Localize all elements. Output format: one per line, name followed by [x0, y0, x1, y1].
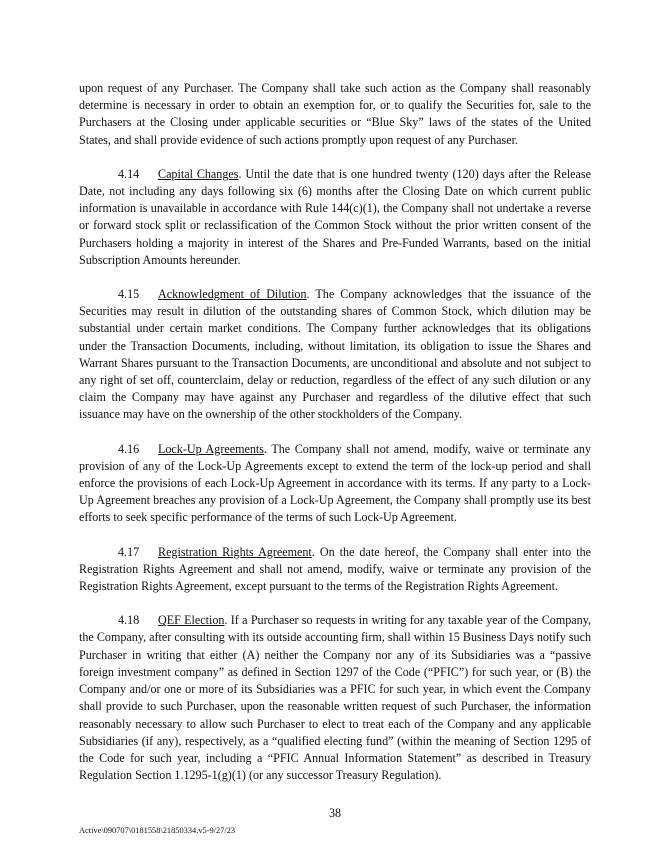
document-footer-id: Active\090707\0181558\21850334.v5-9/27/23	[79, 826, 236, 835]
continuation-paragraph: upon request of any Purchaser. The Company shall take such action as the Company shall reasonably determine is necessary in order to obtain an exemption for, or to qualify the Securities for, sale to the Purchasers at the Closing under applicable securities or “Blue Sky” laws of the states of the United States, and shall provide evidence of such actions promptly upon request of any Purchaser.	[79, 81, 591, 147]
document-body	[79, 80, 591, 801]
section-number: 4.14	[118, 166, 140, 181]
section-number: 4.15	[118, 287, 140, 302]
section-body: . On the date hereof, the Company shall enter into the Registration Rights Agreement and shall not amend, modify, waive or terminate any provision of the Registration Rights Agreement, except pursuant to the terms of the Registration Rights Agreement.	[79, 544, 591, 594]
section-body: . The Company acknowledges that the issuance of the Securities may result in dilution of the outstanding shares of Common Stock, which dilution may be substantial under certain market conditions. The Company further acknowledges that its obligations under the Transaction Documents, including, without limitation, its obligation to issue the Shares and Warrant Shares pursuant to the Transaction Documents, are unconditional and absolute and not subject to any right of set off, counterclaim, delay or reduction, regardless of the effect of any such dilution or any claim the Company may have against any Purchaser and regardless of the dilutive effect that such issuance may have on the ownership of the other stockholders of the Company.	[79, 287, 592, 422]
section-body: . If a Purchaser so requests in writing for any taxable year of the Company, the Company, after consulting with its outside accounting firm, shall within 15 Business Days notify such Purchaser in writing that either (A) neither the Company nor any of its Subsidiaries was a “passive foreign investment company” as defined in Section 1297 of the Code (“PFIC”) for such year, or (B) the Company and/or one or more of its Subsidiaries was a PFIC for such year, in which event the Company shall provide to such Purchaser, upon the reasonable written request of such Purchaser, the information reasonably necessary to allow such Purchaser to elect to treat each of the Company and any applicable Subsidiaries (if any), respectively, as a “qualified electing fund” (within the meaning of Section 1295 of the Code for such year, including a “PFIC Annual Information Statement” as described in Treasury Regulation Section 1.1295-1(g)(1) (or any successor Treasury Regulation).	[79, 613, 591, 783]
section-body: . Until the date that is one hundred twenty (120) days after the Release Date, not including any days following six (6) months after the Closing Date on which current public information is unavailable in accordance with Rule 144(c)(1), the Company shall not undertake a reverse or forward stock split or reclassification of the Common Stock without the prior written consent of the Purchasers holding a majority in interest of the Shares and Pre-Funded Warrants, based on the initial Subscription Amounts hereunder.	[79, 166, 591, 267]
section-number: 4.16	[118, 441, 140, 456]
section-number: 4.17	[118, 544, 140, 559]
section-number: 4.18	[118, 613, 140, 628]
section-4-17	[79, 544, 591, 596]
section-heading: Lock-Up Agreements	[158, 441, 264, 456]
section-body: . The Company shall not amend, modify, waive or terminate any provision of any of the Lock-Up Agreements except to extend the term of the lock-up period and shall enforce the provisions of each Lock-Up Agreement in accordance with its terms. If any party to a Lock-Up Agreement breaches any provision of a Lock-Up Agreement, the Company shall promptly use its best efforts to seek specific performance of the terms of such Lock-Up Agreement.	[79, 441, 591, 525]
page-number: 38	[328, 806, 342, 820]
section-4-16	[79, 441, 591, 527]
section-4-15	[79, 286, 591, 424]
section-4-14	[79, 166, 591, 269]
section-heading: Acknowledgment of Dilution	[158, 287, 307, 302]
section-heading: QEF Election	[158, 613, 225, 628]
section-heading: Registration Rights Agreement	[158, 544, 312, 559]
section-heading: Capital Changes	[158, 166, 239, 181]
section-4-18	[79, 612, 591, 784]
